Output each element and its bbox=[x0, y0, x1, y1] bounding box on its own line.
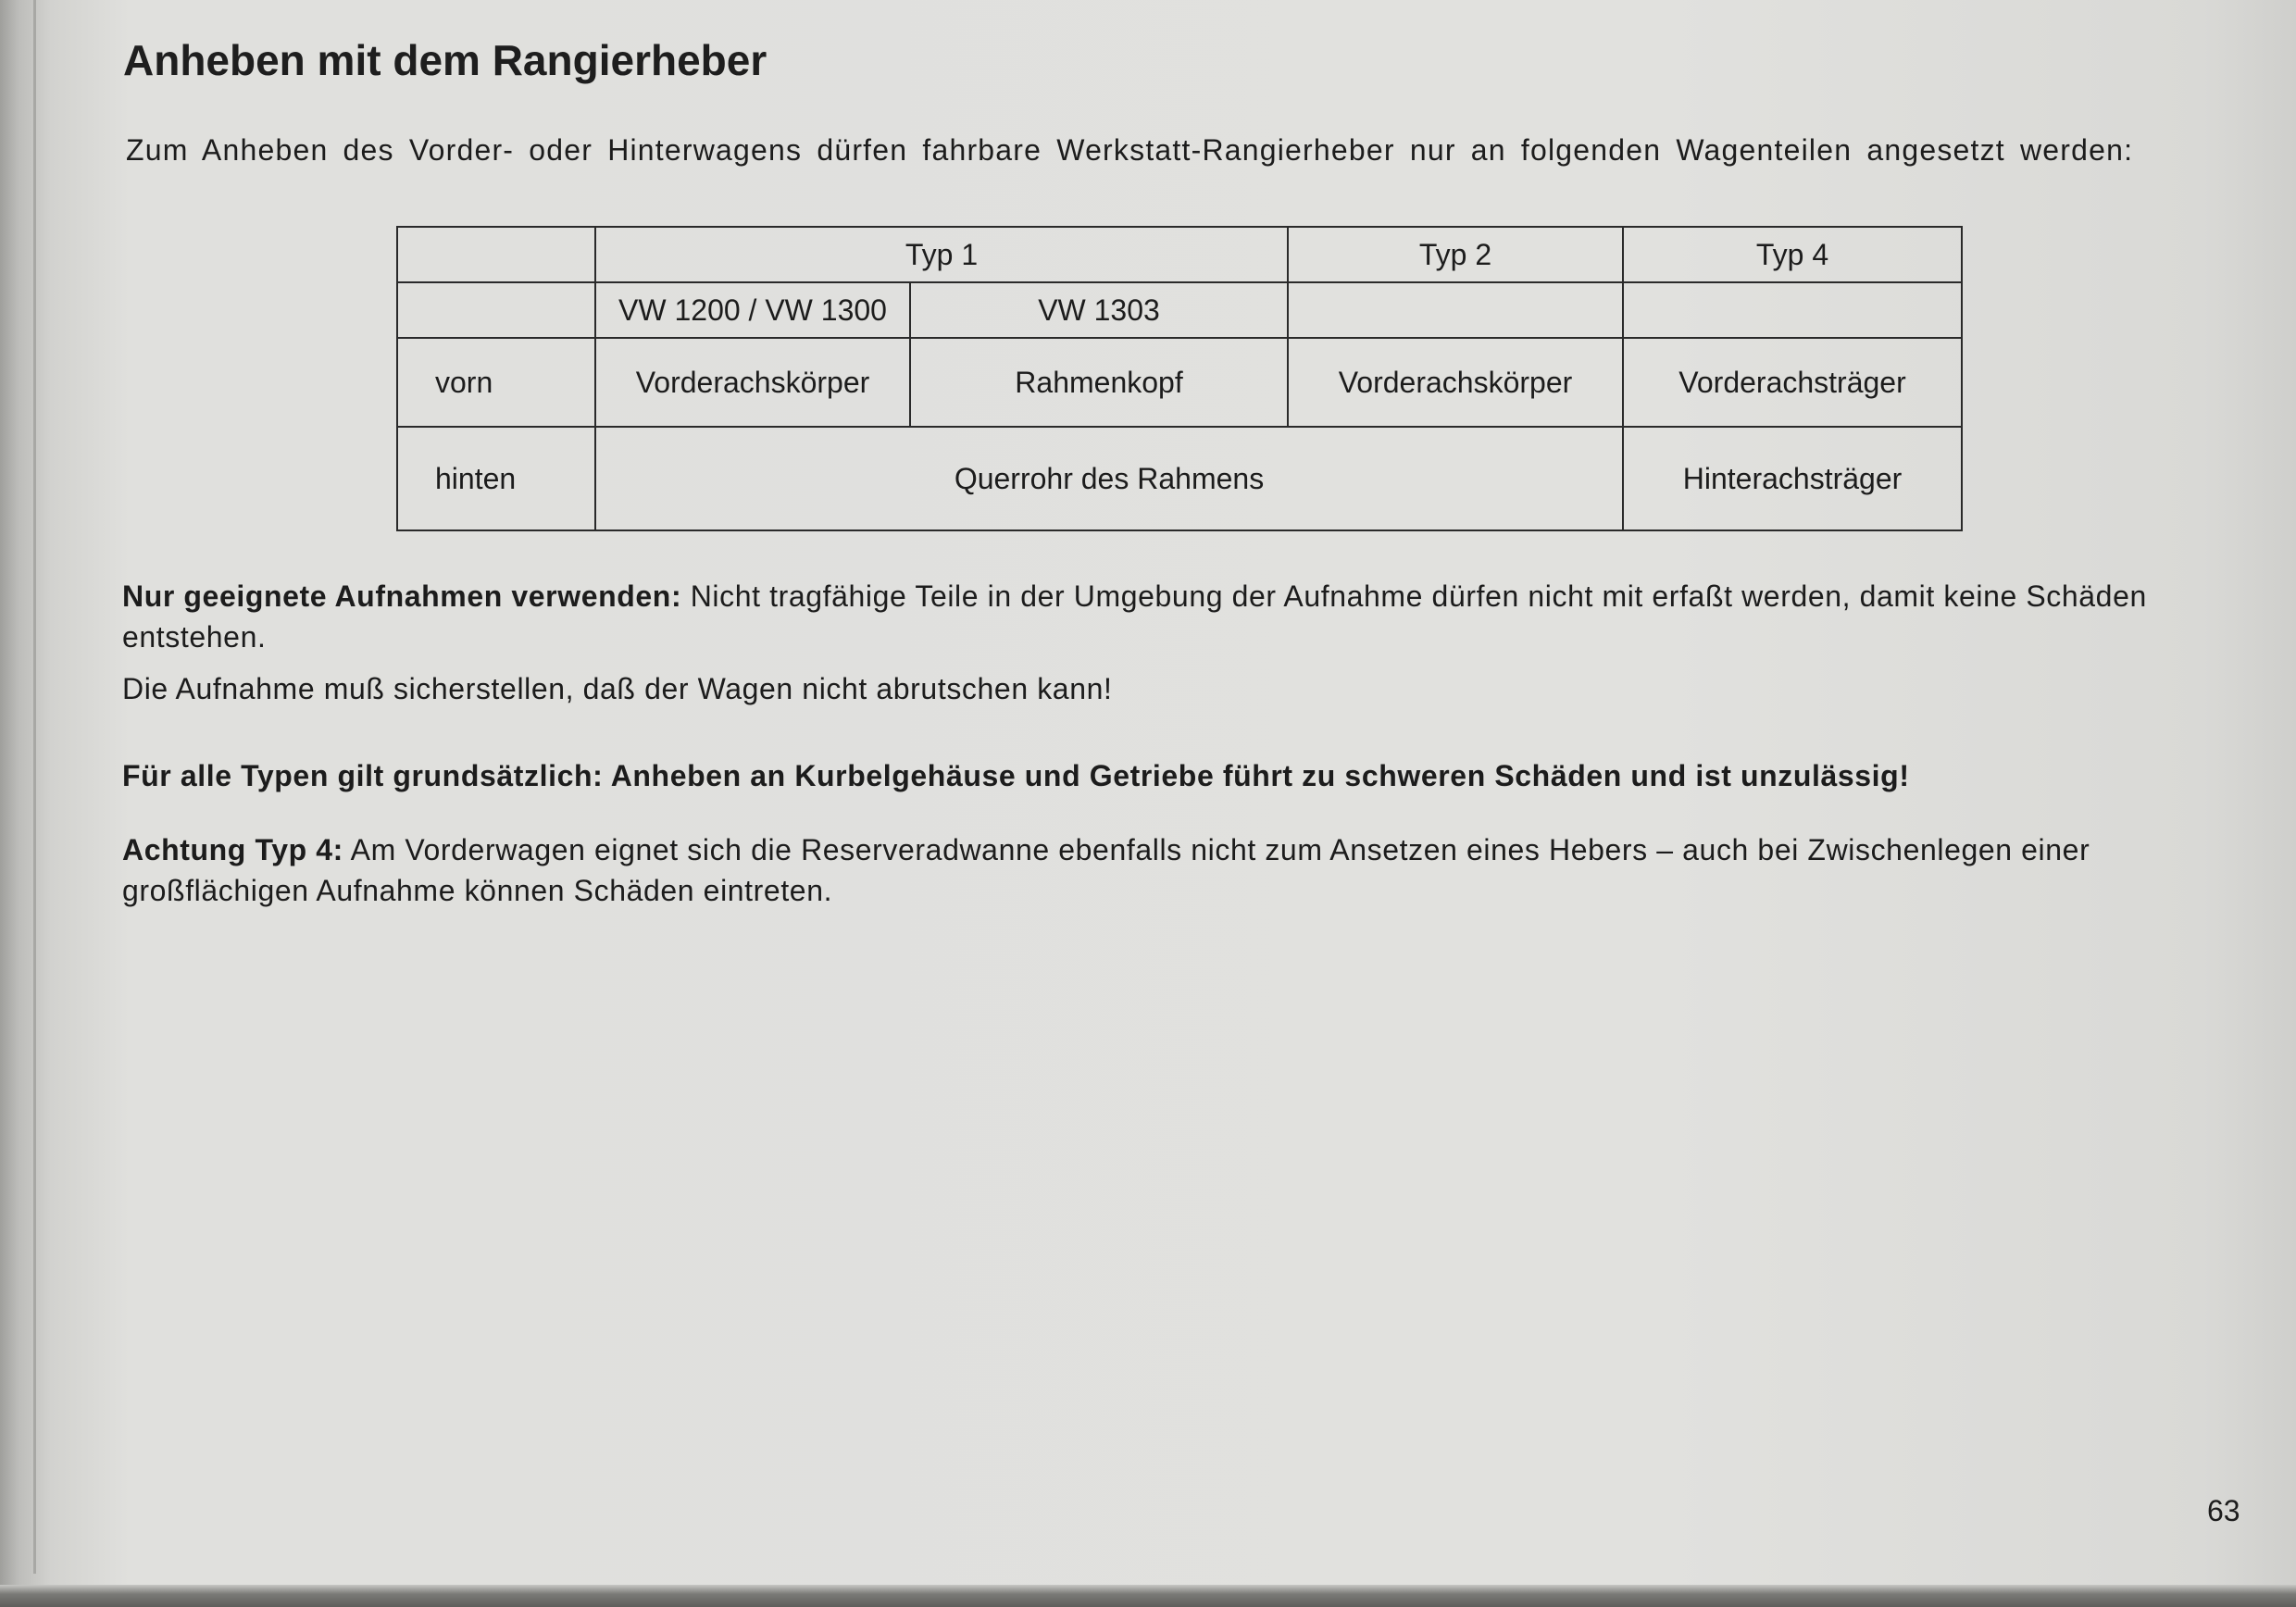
subheader-vw1303: VW 1303 bbox=[910, 282, 1288, 338]
subheader-vw1200-1300: VW 1200 / VW 1300 bbox=[595, 282, 910, 338]
page-spine-shadow bbox=[33, 0, 36, 1574]
note-typ4-warning-lead: Achtung Typ 4: bbox=[122, 833, 343, 866]
table-corner-cell bbox=[397, 227, 595, 282]
page-bottom-edge bbox=[0, 1585, 2296, 1607]
table-row-vorn bbox=[397, 338, 1962, 427]
cell-hinten-typ4: Hinterachsträger bbox=[1623, 427, 1962, 530]
subheader-typ4-empty bbox=[1623, 282, 1962, 338]
note-suitable-supports bbox=[122, 576, 2222, 657]
note-typ4-warning bbox=[122, 829, 2222, 911]
subheader-empty-cell bbox=[397, 282, 595, 338]
subheader-typ2-empty bbox=[1288, 282, 1623, 338]
cell-vorn-typ2: Vorderachskörper bbox=[1288, 338, 1623, 427]
note-typ4-warning-text: Am Vorderwagen eignet sich die Reserveradwanne ebenfalls nicht zum Ansetzen eines Hebers – auch bei Zwischenlegen einer großflächigen Aufnahme können Schäden eintreten. bbox=[122, 833, 2090, 907]
table-header-row bbox=[397, 227, 1962, 282]
note-suitable-supports-text: Nicht tragfähige Teile in der Umgebung der Aufnahme dürfen nicht mit erfaßt werden, damit keine Schäden entstehen. bbox=[122, 579, 2147, 654]
header-typ2: Typ 2 bbox=[1288, 227, 1623, 282]
page-title: Anheben mit dem Rangierheber bbox=[123, 36, 767, 84]
intro-paragraph: Zum Anheben des Vorder- oder Hinterwagens dürfen fahrbare Werkstatt-Rangierheber nur an folgenden Wagenteilen angesetzt werden: bbox=[126, 133, 2134, 167]
cell-vorn-typ4: Vorderachsträger bbox=[1623, 338, 1962, 427]
cell-vorn-vw1200-1300: Vorderachskörper bbox=[595, 338, 910, 427]
page-number: 63 bbox=[2207, 1494, 2240, 1527]
header-typ1: Typ 1 bbox=[595, 227, 1288, 282]
cell-hinten-typ1-typ2: Querrohr des Rahmens bbox=[595, 427, 1623, 530]
table-row-hinten bbox=[397, 427, 1962, 530]
row-label-vorn: vorn bbox=[397, 338, 595, 427]
table-subheader-row bbox=[397, 282, 1962, 338]
jack-points-table bbox=[396, 226, 1963, 531]
note-general-warning: Für alle Typen gilt grundsätzlich: Anheben an Kurbelgehäuse und Getriebe führt zu schweren Schäden und ist unzulässig! bbox=[122, 759, 1910, 792]
note-no-slipping: Die Aufnahme muß sicherstellen, daß der Wagen nicht abrutschen kann! bbox=[122, 672, 1113, 705]
header-typ4: Typ 4 bbox=[1623, 227, 1962, 282]
row-label-hinten: hinten bbox=[397, 427, 595, 530]
note-suitable-supports-lead: Nur geeignete Aufnahmen verwenden: bbox=[122, 579, 682, 613]
cell-vorn-vw1303: Rahmenkopf bbox=[910, 338, 1288, 427]
